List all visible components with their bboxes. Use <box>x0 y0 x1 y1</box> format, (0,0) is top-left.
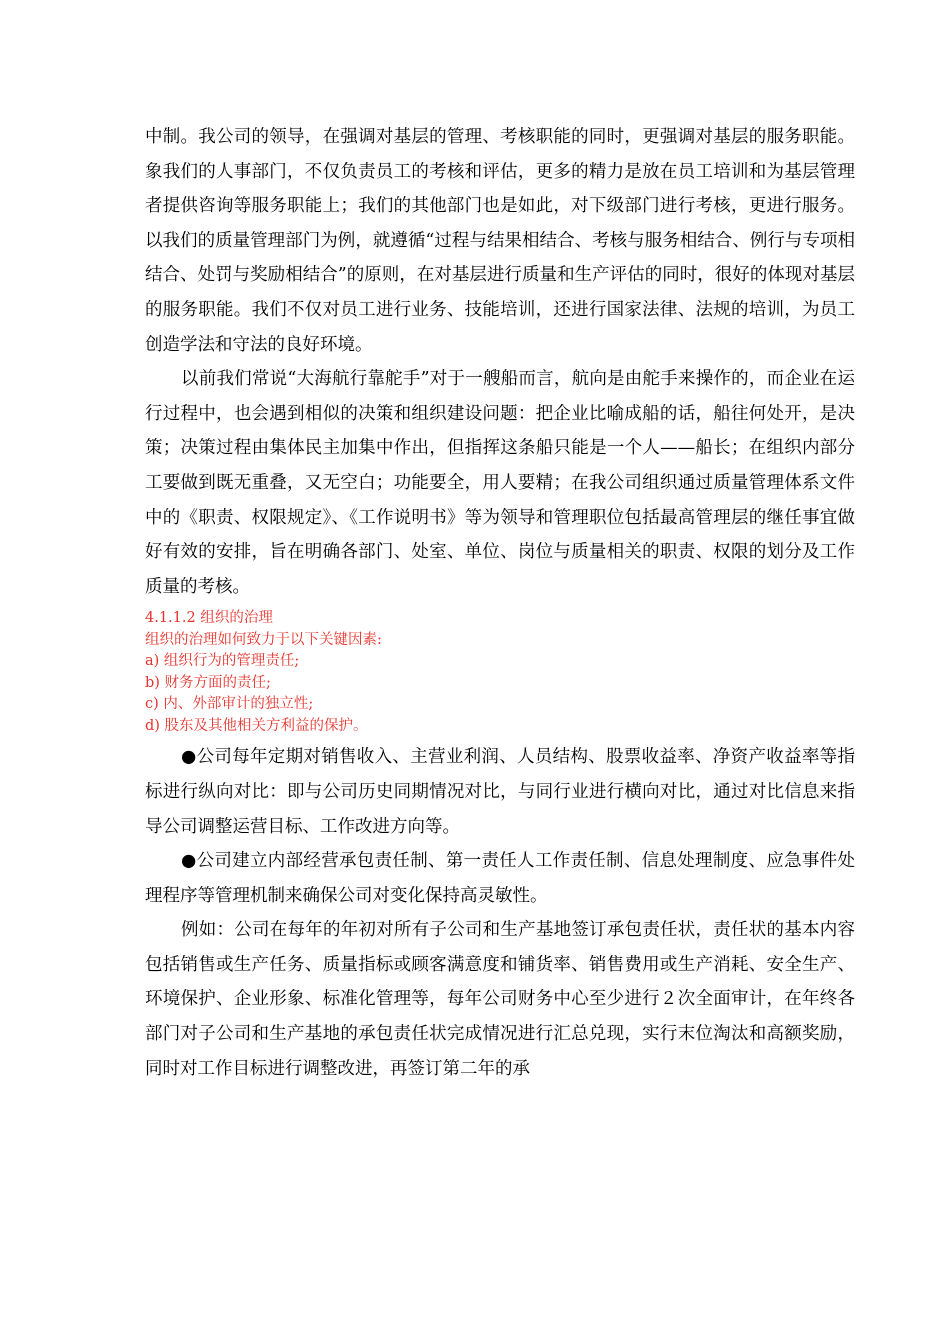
governance-section <box>145 608 855 737</box>
body-paragraph-helmsman: 以前我们常说“大海航行靠舵手”对于一艘船而言，航向是由舵手来操作的，而企业在运行过程中，也会遇到相似的决策和组织建设问题：把企业比喻成船的话，船往何处开，是决策；决策过程由集体民主加集中作出，但指挥这条船只能是一个人——船长；在组织内部分工要做到既无重叠，又无空白；功能要全，用人要精；在我公司组织通过质量管理体系文件中的《职责、权限规定》、《工作说明书》等为领导和管理职位包括最高管理层的继任事宜做好有效的安排，旨在明确各部门、处室、单位、岗位与质量相关的职责、权限的划分及工作质量的考核。 <box>145 369 855 597</box>
body-paragraph-service-functions: 中制。我公司的领导，在强调对基层的管理、考核职能的同时，更强调对基层的服务职能。象我们的人事部门，不仅负责员工的考核和评估，更多的精力是放在员工培训和为基层管理者提供咨询等服务职能上；我们的其他部门也是如此，对下级部门进行考核，更进行服务。以我们的质量管理部门为例，就遵循“过程与结果相结合、考核与服务相结合、例行与专项相结合、处罚与奖励相结合”的原则，在对基层进行质量和生产评估的同时，很好的体现对基层的服务职能。我们不仅对员工进行业务、技能培训，还进行国家法律、法规的培训，为员工创造学法和守法的良好环境。 <box>145 127 855 355</box>
section-intro: 组织的治理如何致力于以下关键因素: <box>145 631 382 648</box>
list-item: d) 股东及其他相关方利益的保护。 <box>145 717 368 734</box>
section-heading: 4.1.1.2 组织的治理 <box>145 610 273 627</box>
list-item: a) 组织行为的管理责任; <box>145 653 300 670</box>
body-paragraph-example: 例如：公司在每年的年初对所有子公司和生产基地签订承包责任状，责任状的基本内容包括销售或生产任务、质量指标或顾客满意度和铺货率、销售费用或生产消耗、安全生产、环境保护、企业形象、标准化管理等，每年公司财务中心至少进行２次全面审计，在年终各部门对子公司和生产基地的承包责任状完成情况进行汇总兑现，实行末位淘汰和高额奖励，同时对工作目标进行调整改进，再签订第二年的承 <box>145 920 855 1079</box>
list-item: b) 财务方面的责任; <box>145 674 271 691</box>
bullet-paragraph-comparison: ●公司每年定期对销售收入、主营业利润、人员结构、股票收益率、净资产收益率等指标进行纵向对比：即与公司历史同期情况对比，与同行业进行横向对比，通过对比信息来指导公司调整运营目标、工作改进方向等。 <box>145 747 855 837</box>
list-item: c) 内、外部审计的独立性; <box>145 696 314 713</box>
document-page <box>145 120 855 1086</box>
bullet-paragraph-mechanisms: ●公司建立内部经营承包责任制、第一责任人工作责任制、信息处理制度、应急事件处理程序等管理机制来确保公司对变化保持高灵敏性。 <box>145 851 855 906</box>
